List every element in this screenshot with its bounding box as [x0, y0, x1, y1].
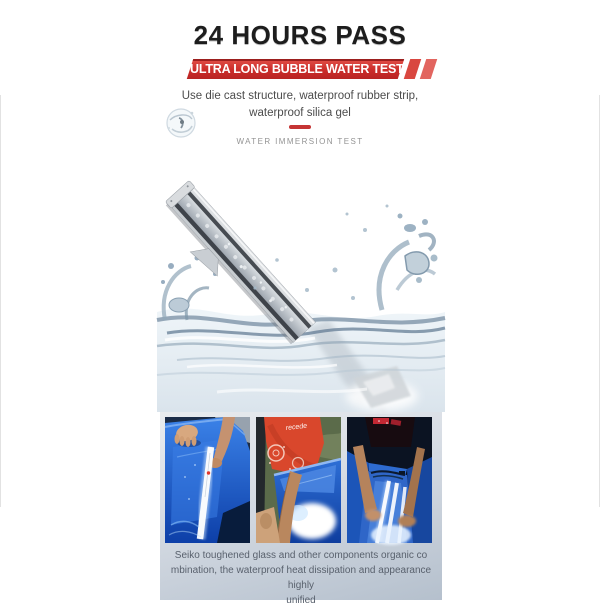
caption-line-2: mbination, the waterproof heat dissipation and appearance highly	[170, 565, 432, 591]
description-line-1: Use die cast structure, waterproof rubber strip,	[181, 90, 419, 102]
bottom-panel	[160, 408, 442, 606]
red-dash-divider	[289, 125, 311, 129]
hero-splash-photo	[157, 170, 445, 412]
page-title: 24 HOURS PASS	[193, 20, 407, 50]
caption-line-3: unified	[286, 595, 316, 606]
gallery-photo-3	[347, 417, 432, 543]
footer-caption	[160, 548, 442, 608]
description-line-2: waterproof silica gel	[249, 106, 351, 119]
gallery-photo-2	[256, 417, 341, 543]
ribbon-banner	[187, 59, 404, 79]
shirt-print-text: recede	[285, 422, 308, 432]
left-edge-line	[0, 95, 1, 507]
caption-line-1: Seiko toughened glass and other components organic co	[174, 550, 428, 561]
ribbon-label: ULTRA LONG BUBBLE WATER TEST	[190, 62, 404, 76]
ribbon-stripe-2	[420, 59, 437, 79]
description-text	[0, 88, 600, 121]
subheading-label: WATER IMMERSION TEST	[236, 137, 364, 146]
ribbon-stripe-1	[404, 59, 421, 79]
gallery-photo-1	[165, 417, 250, 543]
